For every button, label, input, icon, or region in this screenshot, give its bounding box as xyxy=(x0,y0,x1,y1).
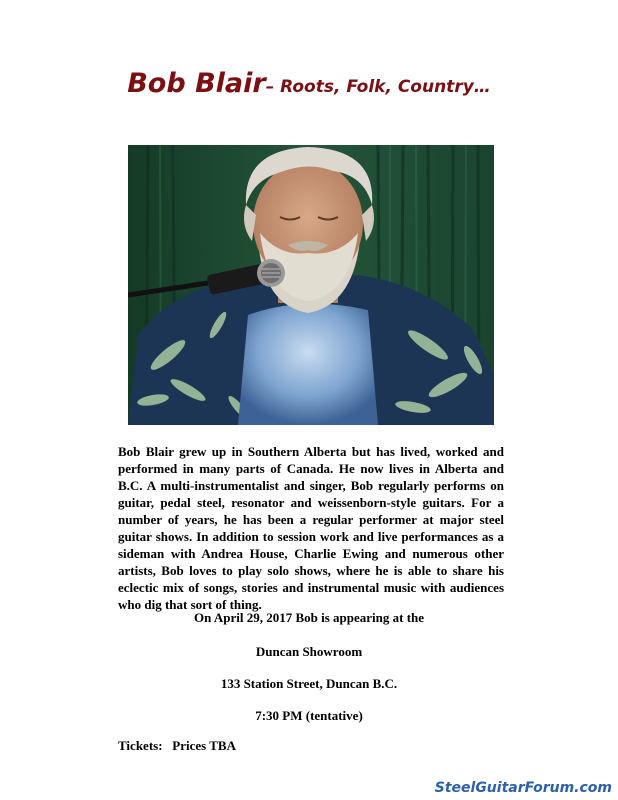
genre-subtitle: – Roots, Folk, Country… xyxy=(265,77,491,97)
tickets-info: Tickets: Prices TBA xyxy=(118,738,236,753)
performer-photo-icon xyxy=(128,145,494,425)
event-address: 133 Station Street, Duncan B.C. xyxy=(220,676,398,691)
bio-paragraph: Bob Blair grew up in Southern Alberta but has lived, worked and performed in many parts of Canada. He now lives in Alberta and B.C. A multi-instrumentalist and singer, Bob regularly performs on guitar, pedal steel, resonator and weissenborn-style guitars. For a number of years, he has been a regular performer at major steel guitar shows. In addition to session work and live performances as a sideman with Andrea House, Charlie Ewing and numerous other artists, Bob loves to play solo shows, where he is able to share his eclectic mix of songs, stories and instrumental music with audiences who dig that sort of thing. xyxy=(118,444,504,612)
event-venue: Duncan Showroom xyxy=(255,644,363,659)
watermark: SteelGuitarForum.com xyxy=(434,780,612,796)
performer-photo xyxy=(128,145,494,425)
event-intro: On April 29, 2017 Bob is appearing at the xyxy=(193,610,425,625)
page-title xyxy=(0,68,618,99)
event-time: 7:30 PM (tentative) xyxy=(255,708,363,723)
performer-name: Bob Blair xyxy=(127,68,266,99)
